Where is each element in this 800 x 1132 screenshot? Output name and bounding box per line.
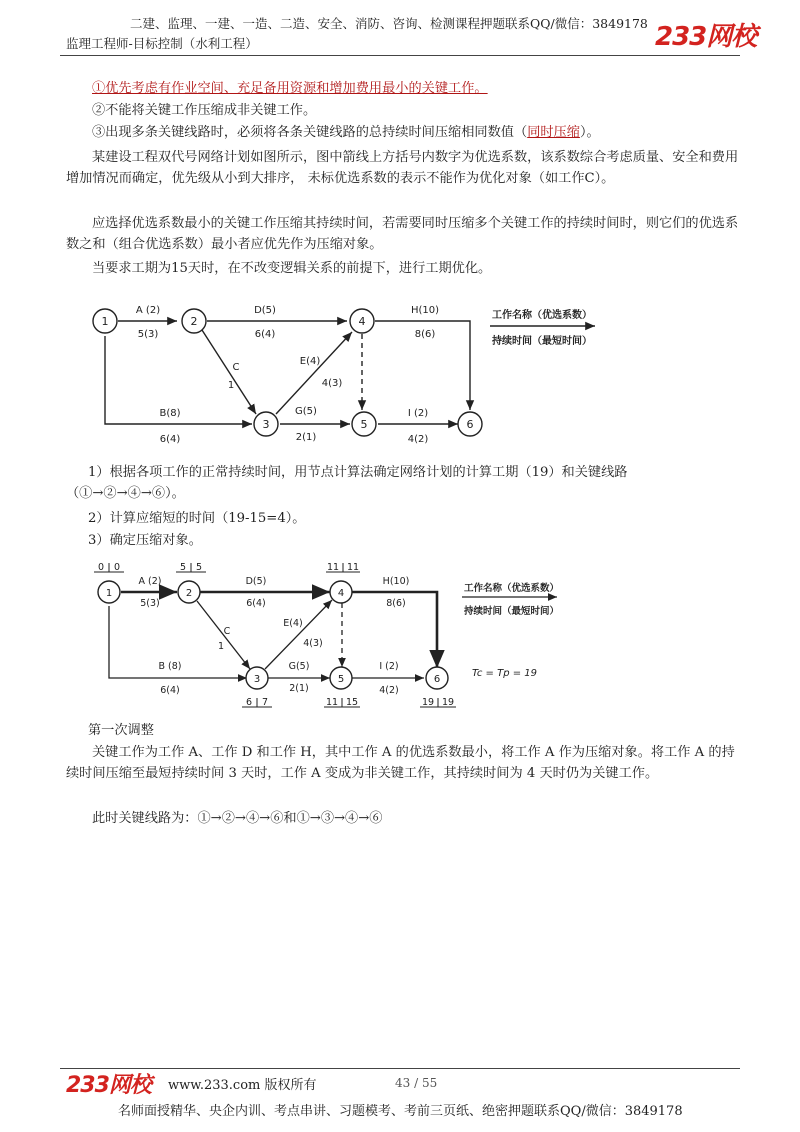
- act-e-dur: 4(3): [321, 378, 343, 389]
- node-1-et: 0: [97, 562, 105, 573]
- act-i-dur: 4(2): [407, 434, 429, 445]
- act-d-dur: 6(4): [254, 329, 276, 340]
- legend-name: 工作名称（优选系数）: [464, 583, 560, 594]
- node-2-label: 2: [190, 315, 198, 328]
- act-d-name: D(5): [245, 576, 267, 587]
- act-a-dur: 5(3): [137, 329, 159, 340]
- node-3-label: 3: [253, 674, 261, 685]
- sync-compress-link: 同时压缩: [527, 125, 580, 140]
- act-d-name: D(5): [254, 305, 276, 316]
- node-1-label: 1: [101, 315, 109, 328]
- act-g-name: G(5): [288, 661, 310, 672]
- brand-logo: 233网校: [655, 22, 757, 52]
- network-diagram-2: [60, 556, 620, 716]
- rule-3: ③出现多条关键线路时，必须将各条关键线路的总持续时间压缩相同数值（同时压缩）。: [92, 125, 600, 140]
- target-duration: 当要求工期为15天时，在不改变逻辑关系的前提下，进行工期优化。: [92, 261, 492, 276]
- adjustment-text: 关键工作为工作 A、工作 D 和工作 H，其中工作 A 的优选系数最小，将工作 A 作为压缩对象。将工作 A 的持续时间压缩至最短持续时间 3 天时，工作 A 变成为非关键工作，其持续时间为 4 天时仍为关键工作。: [66, 745, 735, 781]
- node-5-lt: 15: [345, 697, 359, 708]
- node-2-label: 2: [185, 588, 193, 599]
- step-1: 1）根据各项工作的正常持续时间，用节点计算法确定网络计划的计算工期（19）和关键线路（①→②→④→⑥）。: [66, 465, 628, 501]
- node-6-label: 6: [433, 674, 441, 685]
- node-6-et: 19: [421, 697, 435, 708]
- act-b-dur: 6(4): [160, 685, 180, 696]
- arrow-c: [202, 330, 256, 414]
- act-c-dur: 1: [227, 380, 235, 391]
- legend-name: 工作名称（优选系数）: [492, 310, 592, 321]
- selection-rule: 应选择优选系数最小的关键工作压缩其持续时间，若需要同时压缩多个关键工作的持续时间时，则它们的优选系数之和（组合优选系数）最小者应优先作为压缩对象。: [66, 216, 739, 252]
- act-c-dur: 1: [217, 641, 225, 652]
- network-diagram-1: [60, 292, 620, 452]
- example-intro: 某建设工程双代号网络计划如图所示，图中箭线上方括号内数字为优选系数，该系数综合考虑质量、安全和费用增加情况而确定，优先级从小到大排序， 未标优选系数的表示不能作为优化对象（如工作C）。: [66, 150, 739, 186]
- node-3-lt: 7: [261, 697, 269, 708]
- copyright: www.233.com 版权所有: [168, 1078, 317, 1093]
- node-5-et: 11: [325, 697, 339, 708]
- node-4-label: 4: [337, 588, 345, 599]
- node-2-lt: 5: [195, 562, 203, 573]
- adjustment-heading: 第一次调整: [88, 723, 154, 738]
- page-number: 43 / 55: [395, 1076, 438, 1090]
- footer-divider: [60, 1068, 740, 1069]
- node-6-label: 6: [466, 418, 474, 431]
- node-3-label: 3: [262, 418, 270, 431]
- act-c-name: C: [223, 626, 231, 637]
- act-c-name: C: [232, 362, 240, 373]
- node-2-et: 5: [179, 562, 187, 573]
- critical-paths: 此时关键线路为：①→②→④→⑥和①→③→④→⑥: [92, 811, 383, 826]
- footer-contact-line: 名师面授精华、央企内训、考点串讲、习题模考、考前三页纸、绝密押题联系QQ/微信：3849178: [118, 1104, 683, 1119]
- act-i-dur: 4(2): [379, 685, 399, 696]
- node-3-et: 6: [245, 697, 253, 708]
- arrow-e: [276, 332, 352, 414]
- act-a-dur: 5(3): [140, 598, 160, 609]
- act-i-name: I (2): [379, 661, 399, 672]
- rule-1: ①优先考虑有作业空间、充足备用资源和增加费用最小的关键工作。: [92, 81, 488, 96]
- step-2: 2）计算应缩短的时间（19-15=4）。: [88, 511, 306, 526]
- header-course-title: 监理工程师-目标控制（水利工程）: [66, 36, 258, 51]
- step-3: 3）确定压缩对象。: [88, 533, 202, 548]
- node-1-label: 1: [105, 588, 113, 599]
- header-divider: [60, 55, 740, 56]
- act-h-name: H(10): [410, 305, 440, 316]
- act-a-name: A (2): [135, 305, 161, 316]
- act-e-dur: 4(3): [303, 638, 323, 649]
- act-h-dur: 8(6): [386, 598, 406, 609]
- act-h-dur: 8(6): [414, 329, 436, 340]
- node-4-label: 4: [358, 315, 366, 328]
- legend-duration: 持续时间（最短时间）: [492, 336, 592, 347]
- act-g-dur: 2(1): [289, 683, 309, 694]
- computed-duration: Tc = Tp = 19: [472, 668, 538, 679]
- node-4-et: 11: [326, 562, 340, 573]
- act-b-dur: 6(4): [159, 434, 181, 445]
- node-5-label: 5: [360, 418, 368, 431]
- act-d-dur: 6(4): [246, 598, 266, 609]
- node-1-lt: 0: [113, 562, 121, 573]
- act-e-name: E(4): [299, 356, 321, 367]
- act-h-name: H(10): [382, 576, 410, 587]
- legend-duration: 持续时间（最短时间）: [464, 606, 560, 617]
- node-6-lt: 19: [441, 697, 455, 708]
- footer-logo: 233网校: [66, 1073, 151, 1098]
- act-e-name: E(4): [283, 618, 303, 629]
- act-b-name: B(8): [159, 408, 181, 419]
- act-g-name: G(5): [295, 406, 317, 417]
- act-i-name: I (2): [407, 408, 429, 419]
- node-5-label: 5: [337, 674, 345, 685]
- rule-2: ②不能将关键工作压缩成非关键工作。: [92, 103, 317, 118]
- act-b-name: B (8): [158, 661, 182, 672]
- act-a-name: A (2): [138, 576, 162, 587]
- act-g-dur: 2(1): [295, 432, 317, 443]
- node-4-lt: 11: [346, 562, 360, 573]
- arrow-e: [265, 600, 332, 669]
- header-contact-line: 二建、监理、一建、一造、二造、安全、消防、咨询、检测课程押题联系QQ/微信：3849178: [130, 16, 648, 31]
